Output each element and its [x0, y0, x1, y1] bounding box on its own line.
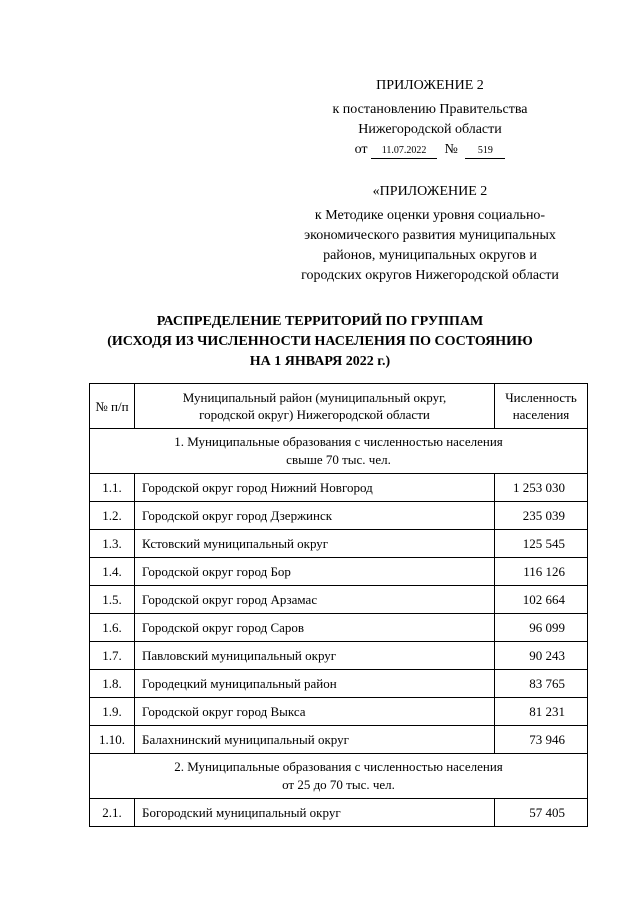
row-name: Балахнинский муниципальный округ [135, 726, 495, 754]
title-line-3: НА 1 ЯНВАРЯ 2022 г.) [249, 354, 391, 369]
row-num: 1.2. [90, 502, 135, 530]
row-population: 90 243 [495, 642, 588, 670]
document-title [60, 312, 580, 372]
header-num: № п/п [90, 384, 135, 429]
row-name: Городской округ город Арзамас [135, 586, 495, 614]
annex-line-2: экономического развития муниципальных [304, 228, 556, 243]
table-header-row [90, 384, 588, 429]
table-row [90, 642, 588, 670]
row-population: 83 765 [495, 670, 588, 698]
title-line-1: РАСПРЕДЕЛЕНИЕ ТЕРРИТОРИЙ ПО ГРУППАМ [156, 314, 484, 329]
number-sign: № [444, 142, 458, 157]
table-row [90, 698, 588, 726]
header-pop-line-1: Численность [505, 390, 577, 405]
table-row [90, 670, 588, 698]
appendix-title: ПРИЛОЖЕНИЕ 2 [376, 78, 484, 93]
group-2-line-1: 2. Муниципальные образования с численностью населения [174, 759, 503, 774]
row-population: 73 946 [495, 726, 588, 754]
header-name-line-2: городской округ) Нижегородской области [199, 407, 430, 422]
annex-line-1: к Методике оценки уровня социально- [314, 208, 546, 223]
row-name: Богородский муниципальный округ [135, 799, 495, 827]
annex-line-4: городских округов Нижегородской области [301, 268, 559, 283]
table-row [90, 799, 588, 827]
date-prefix: от [354, 142, 368, 157]
annex-line-3: районов, муниципальных округов и [323, 248, 537, 263]
row-population: 96 099 [495, 614, 588, 642]
row-population: 57 405 [495, 799, 588, 827]
title-line-2: (ИСХОДЯ ИЗ ЧИСЛЕННОСТИ НАСЕЛЕНИЯ ПО СОСТОЯНИЮ [107, 334, 533, 349]
population-table [89, 383, 588, 827]
group-1-line-2: свыше 70 тыс. чел. [286, 452, 391, 467]
row-name: Кстовский муниципальный округ [135, 530, 495, 558]
row-num: 1.7. [90, 642, 135, 670]
row-num: 1.5. [90, 586, 135, 614]
row-population: 81 231 [495, 698, 588, 726]
group-1-label [90, 429, 588, 474]
row-num: 1.8. [90, 670, 135, 698]
table-row [90, 614, 588, 642]
row-population: 235 039 [495, 502, 588, 530]
row-num: 1.10. [90, 726, 135, 754]
row-name: Городецкий муниципальный район [135, 670, 495, 698]
row-num: 1.4. [90, 558, 135, 586]
row-num: 1.9. [90, 698, 135, 726]
header-pop-line-2: населения [512, 407, 570, 422]
header-population [495, 384, 588, 429]
table-row [90, 530, 588, 558]
date-number-line [300, 140, 560, 160]
row-population: 1 253 030 [495, 474, 588, 502]
group-2-label [90, 754, 588, 799]
row-name: Павловский муниципальный округ [135, 642, 495, 670]
annex-header [300, 182, 560, 286]
resolution-header [300, 76, 560, 160]
row-num: 1.3. [90, 530, 135, 558]
resolution-line-2: Нижегородской области [358, 122, 502, 137]
header-name-line-1: Муниципальный район (муниципальный округ, [182, 390, 447, 405]
row-num: 1.6. [90, 614, 135, 642]
table-row [90, 586, 588, 614]
group-row-1 [90, 429, 588, 474]
table-row [90, 558, 588, 586]
row-name: Городской округ город Саров [135, 614, 495, 642]
group-1-line-1: 1. Муниципальные образования с численностью населения [174, 434, 503, 449]
table-row [90, 502, 588, 530]
header-name [135, 384, 495, 429]
row-num: 1.1. [90, 474, 135, 502]
resolution-date: 11.07.2022 [371, 144, 437, 159]
row-name: Городской округ город Бор [135, 558, 495, 586]
table-row [90, 474, 588, 502]
group-row-2 [90, 754, 588, 799]
annex-title: «ПРИЛОЖЕНИЕ 2 [372, 184, 488, 199]
row-population: 102 664 [495, 586, 588, 614]
table-row [90, 726, 588, 754]
resolution-number: 519 [465, 144, 505, 159]
row-name: Городской округ город Нижний Новгород [135, 474, 495, 502]
row-name: Городской округ город Дзержинск [135, 502, 495, 530]
group-2-line-2: от 25 до 70 тыс. чел. [282, 777, 395, 792]
row-population: 125 545 [495, 530, 588, 558]
row-name: Городской округ город Выкса [135, 698, 495, 726]
resolution-line-1: к постановлению Правительства [332, 102, 528, 117]
row-population: 116 126 [495, 558, 588, 586]
row-num: 2.1. [90, 799, 135, 827]
